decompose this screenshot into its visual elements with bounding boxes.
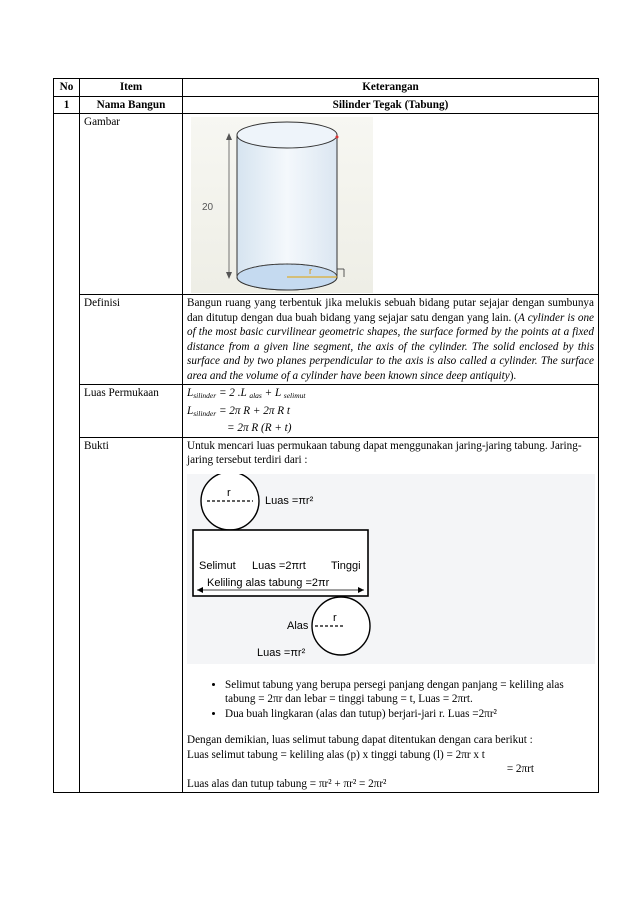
alas-label: Alas: [287, 619, 309, 632]
nama-bangun-label: Nama Bangun: [80, 96, 183, 114]
definisi-text-part2: ).: [509, 369, 517, 382]
bullet-lingkaran: • Dua buah lingkaran (alas dan tutup) berjari-jari r. Luas =2πr²: [225, 707, 594, 722]
top-radius-label: r: [227, 486, 231, 499]
bukti-bullet-list: [187, 678, 594, 722]
row-bukti: [54, 437, 599, 793]
tinggi-label: Tinggi: [331, 559, 361, 572]
definisi-text-part1: Bangun ruang yang terbentuk jika melukis sebuah bidang putar sejajar dengan sumbunya dan ditutup dengan dua buah bidang yang sejajar satu dengan yang lain. (: [187, 297, 594, 324]
conclusion-text: Dengan demikian, luas selimut tabung dapat ditentukan dengan cara berikut :: [187, 734, 533, 746]
cylinder-illustration: [187, 115, 595, 293]
bottom-area-label: Luas =πr²: [257, 646, 306, 659]
row-number: 1: [54, 96, 80, 114]
l1-c: + L: [261, 387, 284, 399]
net-figure: [187, 474, 594, 664]
row-nama-bangun: [54, 96, 599, 114]
luas-line-3: = 2π R (R + t): [227, 422, 292, 434]
definisi-text: [183, 295, 599, 385]
formula-selimut-result: = 2πrt: [506, 763, 534, 775]
gambar-cell: [183, 114, 599, 295]
l2-b: = 2π R + 2π R t: [216, 404, 291, 417]
header-row: [54, 79, 599, 97]
radius-label: r: [309, 266, 312, 276]
l1-c-sub: selimut: [283, 391, 306, 400]
l1-a-sub: silinder: [193, 391, 217, 400]
luas-line-2: [187, 404, 594, 422]
definisi-label: Definisi: [80, 295, 183, 385]
row-luas-permukaan: [54, 385, 599, 438]
definisi-text-english: A cylinder is one of the most basic curvilinear geometric shapes, the surface formed by the points at a fixed distance from a given line segment, the axis of the cylinder. The solid enclosed by this surface and by two planes perpendicular to the axis is also called a cylinder. The surface area and the volume of a cylinder have been known since deep antiquity: [187, 311, 595, 382]
bullet-selimut: • Selimut tabung yang berupa persegi panjang dengan panjang = keliling alas tabung = 2πr dan lebar = tinggi tabung = t, Luas = 2πrt.: [225, 678, 594, 707]
l1-b-sub: alas: [249, 391, 262, 400]
nama-bangun-value: Silinder Tegak (Tabung): [183, 96, 599, 114]
no-cell-empty: [54, 114, 80, 793]
row-gambar: [54, 114, 599, 295]
height-label: 20: [202, 202, 214, 213]
formula-alas-tutup: Luas alas dan tutup tabung = πr² + πr² = 2πr²: [187, 777, 387, 790]
luas-formula: [183, 385, 599, 438]
bukti-cell: [183, 437, 599, 793]
cylinder-net-diagram: [187, 474, 595, 664]
l2-a: L: [187, 404, 194, 417]
gambar-label: Gambar: [80, 114, 183, 295]
bottom-radius-label: r: [333, 611, 337, 624]
header-item: Item: [80, 79, 183, 97]
l1-b: = 2 .L: [216, 387, 250, 399]
formula-selimut: Luas selimut tabung = keliling alas (p) x tinggi tabung (l) = 2πr x t: [187, 748, 485, 761]
l1-a: L: [187, 387, 194, 399]
luas-label: Luas Permukaan: [80, 385, 183, 438]
header-keterangan: Keterangan: [183, 79, 599, 97]
row-definisi: [54, 295, 599, 385]
selimut-area-label: Luas =2πrt: [252, 559, 306, 572]
luas-line-1: [187, 386, 594, 404]
selimut-label: Selimut: [199, 559, 236, 572]
main-table: [53, 78, 599, 793]
bukti-label: Bukti: [80, 437, 183, 793]
l2-a-sub: silinder: [193, 408, 217, 418]
cylinder-figure: [187, 115, 594, 293]
top-area-label: Luas =πr²: [265, 494, 314, 507]
bukti-intro: Untuk mencari luas permukaan tabung dapat menggunakan jaring-jaring tabung. Jaring-jaring tersebut terdiri dari :: [187, 439, 582, 466]
keliling-label: Keliling alas tabung =2πr: [207, 576, 330, 589]
header-no: No: [54, 79, 80, 97]
